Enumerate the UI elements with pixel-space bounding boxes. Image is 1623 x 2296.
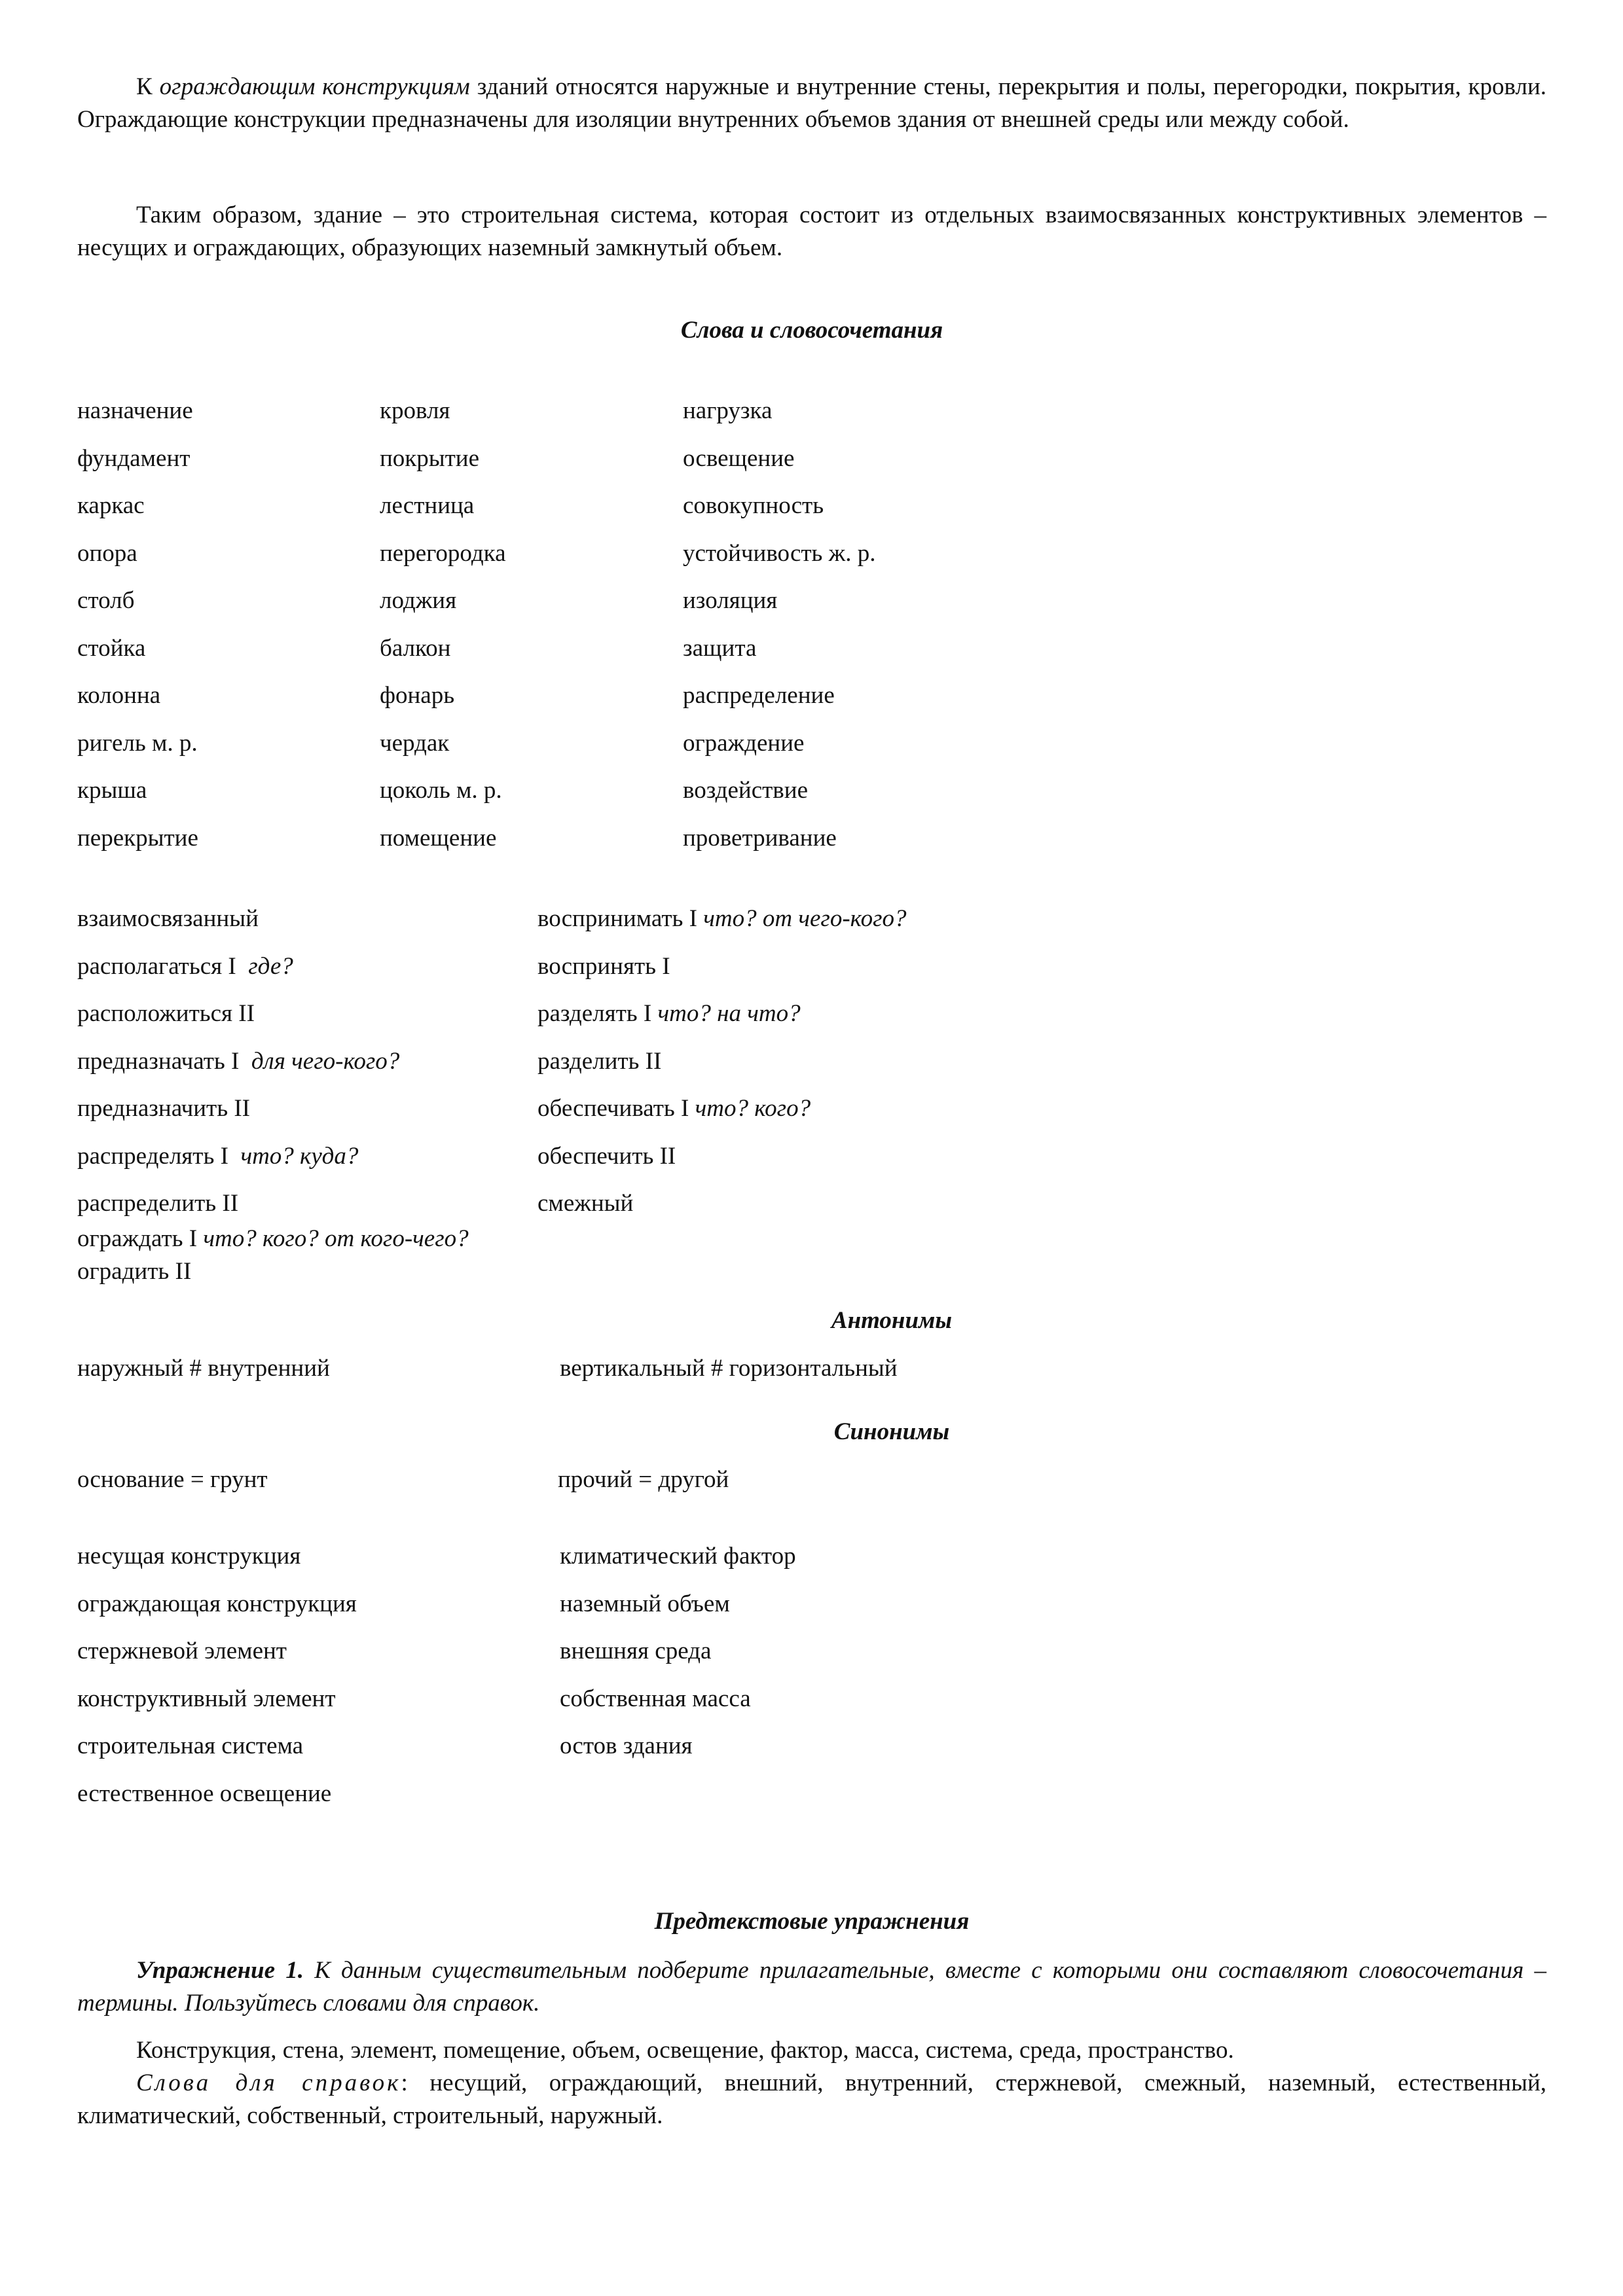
antonym-right: вертикальный # горизонтальный: [560, 1355, 898, 1382]
intro-paragraph-2: Таким образом, здание – это строительная система, которая состоит из отдельных взаимосвязанных конструктивных элементов – несущих и ограждающих, образующих наземный замкнутый объем.: [77, 202, 1546, 261]
noun-word: лестница: [380, 492, 475, 519]
verb-left: предназначать I для чего-кого?: [77, 1047, 400, 1075]
noun-row: [77, 537, 1546, 570]
synonyms-heading: Синонимы: [833, 1418, 950, 1445]
noun-word: лоджия: [380, 587, 457, 614]
verb-left: распределить II: [77, 1190, 239, 1217]
noun-row: [77, 442, 1546, 475]
noun-word: проветривание: [683, 824, 837, 852]
phrase-row: [77, 1778, 1546, 1810]
verb-right: смежный: [538, 1190, 634, 1217]
noun-word: распределение: [683, 682, 835, 709]
phrase-row: [77, 1683, 1546, 1715]
synonym-right: прочий = другой: [558, 1466, 729, 1493]
phrase: остов здания: [560, 1732, 693, 1759]
intro-paragraph-1: [77, 71, 1546, 136]
noun-word: освещение: [683, 444, 795, 472]
noun-word: стойка: [77, 634, 146, 662]
verb-left: расположиться II: [77, 1000, 255, 1027]
phrase: ограждающая конструкция: [77, 1590, 357, 1617]
phrase: климатический фактор: [560, 1543, 796, 1570]
verb-right: разделять I что? на что?: [538, 1000, 801, 1027]
noun-word: нагрузка: [683, 397, 773, 424]
phrase: несущая конструкция: [77, 1543, 301, 1570]
verb-right: разделить II: [538, 1047, 662, 1075]
noun-word: опора: [77, 539, 137, 567]
noun-word: каркас: [77, 492, 145, 519]
noun-word: перегородка: [380, 539, 506, 567]
noun-word: чердак: [380, 729, 450, 757]
exercise-1-task: [77, 1954, 1546, 2020]
verb-left: предназначить II: [77, 1095, 250, 1122]
phrase: внешняя среда: [560, 1638, 712, 1664]
vocab-heading: Слова и словосочетания: [680, 317, 943, 344]
noun-row: [77, 774, 1546, 807]
verb-left: располагаться I где?: [77, 952, 293, 980]
verb-row: [77, 950, 1546, 983]
noun-row: [77, 822, 1546, 855]
noun-word: фонарь: [380, 682, 455, 709]
noun-word: назначение: [77, 397, 193, 424]
verb-row: [77, 903, 1546, 935]
noun-word: балкон: [380, 634, 451, 662]
ograzhdat-line: ограждать I что? кого? от кого-чего?: [77, 1225, 469, 1252]
phrase: конструктивный элемент: [77, 1685, 336, 1712]
verb-left: распределять I что? куда?: [77, 1142, 359, 1170]
noun-word: изоляция: [683, 587, 778, 614]
p1-rest: зданий относятся наружные и внутренние стены, перекрытия и полы, перегородки, покрытия, кровли. Ограждающие конструкции предназначены для изоляции внутренних объемов здания от внешней среды или между собой.: [77, 73, 1547, 133]
noun-word: кровля: [380, 397, 450, 424]
noun-word: помещение: [380, 824, 497, 852]
exercise-1-instruction: К данным существительным подберите прилагательные, вместе с которыми они составляют словосочетания – термины. Пользуйтесь словами для справок.: [77, 1957, 1546, 2017]
exercise-1-dot: .: [297, 1957, 315, 1984]
verb-right: воспринять I: [538, 952, 670, 980]
noun-row: [77, 727, 1546, 760]
verb-row: [77, 1045, 1546, 1078]
pretext-heading: Предтекстовые упражнения: [654, 1908, 970, 1935]
noun-word: столб: [77, 587, 135, 614]
noun-row: [77, 632, 1546, 665]
p1-italic-term: ограждающим конструкциям: [159, 73, 470, 100]
phrase-row: [77, 1635, 1546, 1668]
noun-word: воздействие: [683, 777, 808, 804]
noun-row: [77, 584, 1546, 617]
phrase: строительная система: [77, 1732, 304, 1759]
verb-right: воспринимать I что? от чего-кого?: [538, 905, 907, 932]
synonym-left: основание = грунт: [77, 1466, 268, 1493]
exercise-1-label: Упражнение 1: [136, 1957, 298, 1984]
reference-words: Слова для справок: несущий, ограждающий, внешний, внутренний, стержневой, смежный, наземный, естественный, климатический, собственный, строительный, наружный.: [77, 2070, 1546, 2129]
ogradit-line: оградить II: [77, 1258, 192, 1285]
noun-word: покрытие: [380, 444, 480, 472]
phrase: наземный объем: [560, 1590, 730, 1617]
phrase: стержневой элемент: [77, 1638, 287, 1664]
verb-row: [77, 1140, 1546, 1173]
noun-word: устойчивость ж. р.: [683, 539, 876, 567]
exercise-1-nouns: Конструкция, стена, элемент, помещение, объем, освещение, фактор, масса, система, среда, пространство.: [136, 2037, 1234, 2064]
noun-row: [77, 679, 1546, 712]
verb-right: обеспечивать I что? кого?: [538, 1095, 811, 1122]
antonyms-heading: Антонимы: [831, 1307, 953, 1334]
noun-word: защита: [683, 634, 757, 662]
antonym-left: наружный # внутренний: [77, 1355, 330, 1382]
noun-word: совокупность: [683, 492, 824, 519]
noun-word: колонна: [77, 682, 161, 709]
phrase: естественное освещение: [77, 1780, 332, 1807]
noun-word: перекрытие: [77, 824, 198, 852]
phrase-row: [77, 1730, 1546, 1763]
noun-row: [77, 395, 1546, 427]
noun-word: фундамент: [77, 444, 191, 472]
noun-word: крыша: [77, 777, 147, 804]
reference-list: несущий, ограждающий, внешний, внутренний, стержневой, смежный, наземный, естественный, климатический, собственный, строительный, наружный.: [77, 2070, 1546, 2129]
phrase-row: [77, 1588, 1546, 1621]
noun-word: цоколь м. р.: [380, 777, 502, 804]
verb-row: [77, 1092, 1546, 1125]
p1-lead: К: [136, 73, 153, 100]
phrase-row: [77, 1540, 1546, 1573]
noun-word: ограждение: [683, 729, 805, 757]
phrase: собственная масса: [560, 1685, 751, 1712]
verb-left: взаимосвязанный: [77, 905, 259, 932]
reference-label: Слова для справок: [136, 2070, 401, 2096]
verb-right: обеспечить II: [538, 1142, 676, 1170]
verb-row: [77, 997, 1546, 1030]
noun-row: [77, 490, 1546, 522]
verb-row: [77, 1187, 1546, 1220]
noun-word: ригель м. р.: [77, 729, 198, 757]
